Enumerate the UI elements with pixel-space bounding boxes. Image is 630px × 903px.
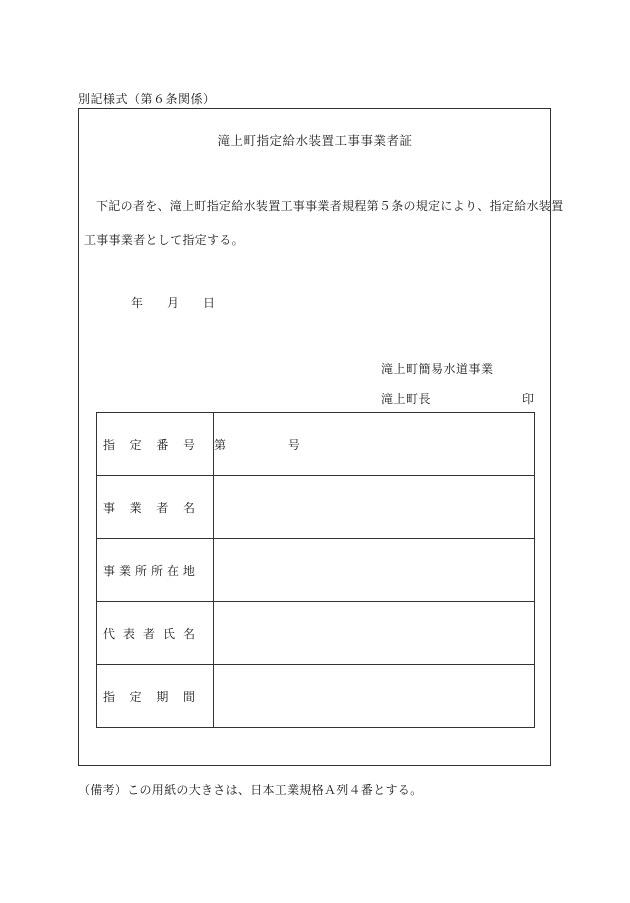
label-char: 業 xyxy=(118,563,131,578)
remarks-note: （備考）この用紙の大きさは、日本工業規格Ａ列４番とする。 xyxy=(78,783,423,797)
business-name-field[interactable] xyxy=(214,476,535,539)
office-address-field[interactable] xyxy=(214,539,535,602)
label-char: 間 xyxy=(182,689,195,704)
designation-number-field[interactable] xyxy=(214,413,535,476)
date-year-label: 年 xyxy=(131,296,144,310)
number-suffix: 号 xyxy=(287,437,300,452)
label-char: 者 xyxy=(156,500,169,515)
seal-mark: 印 xyxy=(522,392,535,406)
certificate-body-line-2: 工事事業者として指定する。 xyxy=(84,233,244,247)
form-label: 別記様式（第６条関係） xyxy=(78,92,216,106)
row-label xyxy=(97,476,214,539)
issuer-title: 滝上町長 xyxy=(381,392,432,406)
row-label xyxy=(97,665,214,728)
label-char: 所 xyxy=(134,563,147,578)
designation-period-field[interactable] xyxy=(214,665,535,728)
label-char: 指 xyxy=(103,437,116,452)
row-label xyxy=(97,539,214,602)
date-month-label: 月 xyxy=(167,296,180,310)
label-char: 定 xyxy=(129,689,142,704)
number-prefix: 第 xyxy=(214,437,227,452)
label-char: 定 xyxy=(129,437,142,452)
label-char: 指 xyxy=(103,689,116,704)
label-char: 表 xyxy=(122,626,135,641)
table-row-designation-period xyxy=(97,665,535,728)
label-char: 号 xyxy=(182,437,195,452)
label-char: 代 xyxy=(103,626,116,641)
certificate-info-table xyxy=(96,412,535,728)
label-char: 者 xyxy=(142,626,155,641)
table-row-business-name xyxy=(97,476,535,539)
label-char: 名 xyxy=(182,626,195,641)
issuer-organization: 滝上町簡易水道事業 xyxy=(381,362,494,376)
label-char: 名 xyxy=(182,500,195,515)
row-label xyxy=(97,602,214,665)
certificate-title: 滝上町指定給水装置工事事業者証 xyxy=(217,133,413,148)
label-char: 氏 xyxy=(162,626,175,641)
label-char: 業 xyxy=(129,500,142,515)
label-char: 地 xyxy=(182,563,195,578)
label-char: 番 xyxy=(156,437,169,452)
table-row-representative-name xyxy=(97,602,535,665)
table-row-designation-number xyxy=(97,413,535,476)
label-char: 事 xyxy=(103,563,116,578)
representative-name-field[interactable] xyxy=(214,602,535,665)
row-label xyxy=(97,413,214,476)
label-char: 期 xyxy=(156,689,169,704)
date-day-label: 日 xyxy=(203,296,216,310)
label-char: 所 xyxy=(150,563,163,578)
label-char: 事 xyxy=(103,500,116,515)
table-row-office-address xyxy=(97,539,535,602)
label-char: 在 xyxy=(166,563,179,578)
certificate-body-line-1: 下記の者を、滝上町指定給水装置工事事業者規程第５条の規定により、指定給水装置 xyxy=(96,199,564,213)
